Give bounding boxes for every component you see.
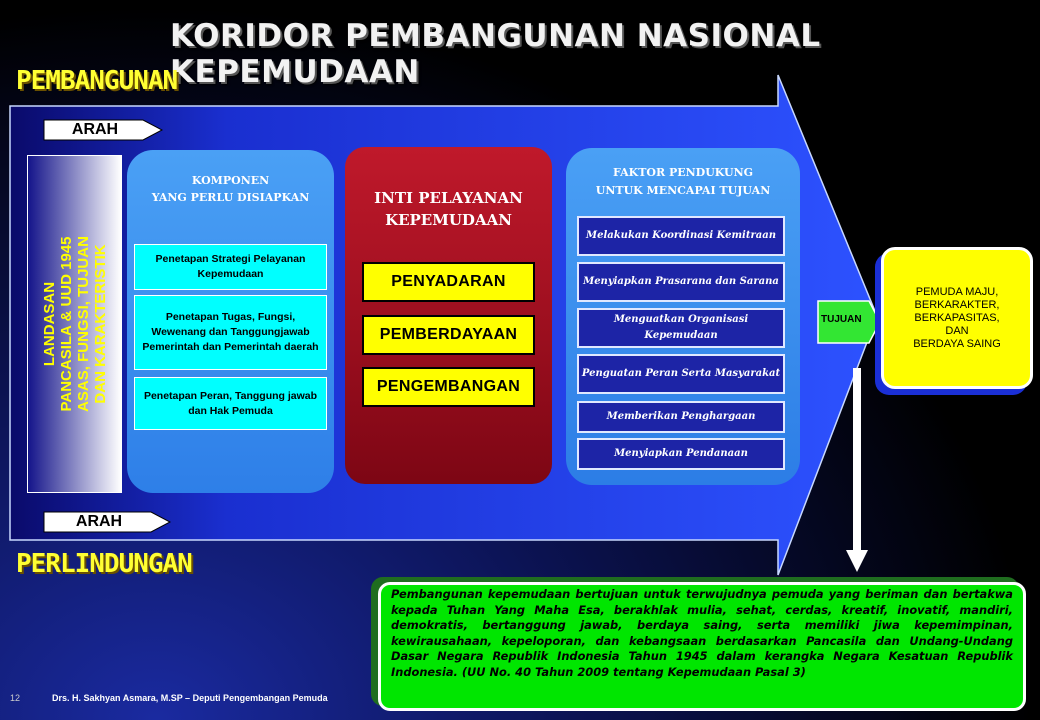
landasan-box bbox=[27, 155, 122, 493]
result-line: DAN bbox=[945, 324, 969, 337]
faktor-item: Melakukan Koordinasi Kemitraan bbox=[577, 216, 785, 256]
komponen-heading-1: KOMPONEN bbox=[191, 174, 270, 187]
page-number: 12 bbox=[10, 693, 21, 703]
faktor-heading-1: FAKTOR PENDUKUNG bbox=[612, 166, 754, 179]
arah-top-label: ARAH bbox=[71, 121, 119, 138]
faktor-item: Menyiapkan Prasarana dan Sarana bbox=[577, 262, 785, 302]
result-box bbox=[881, 247, 1033, 389]
result-line: BERDAYA SAING bbox=[913, 337, 1001, 350]
komponen-item: Penetapan Tugas, Fungsi, Wewenang dan Tanggungjawab Pemerintah dan Pemerintah daerah bbox=[134, 295, 327, 370]
faktor-item: Memberikan Penghargaan bbox=[577, 401, 785, 433]
inti-heading-2: KEPEMUDAAN bbox=[385, 211, 512, 229]
tujuan-arrow bbox=[817, 300, 881, 344]
result-line: BERKAPASITAS, bbox=[914, 311, 1000, 324]
arah-bottom-label: ARAH bbox=[75, 513, 123, 530]
komponen-item: Penetapan Peran, Tanggung jawab dan Hak Pemuda bbox=[134, 377, 327, 430]
komponen-panel bbox=[127, 150, 334, 493]
landasan-line: PANCASILA & UUD 1945 bbox=[57, 236, 75, 412]
komponen-item: Penetapan Strategi Pelayanan Kepemudaan bbox=[134, 244, 327, 290]
faktor-item: Penguatan Peran Serta Masyarakat bbox=[577, 354, 785, 394]
arah-bottom-arrow bbox=[43, 511, 171, 533]
inti-item: PEMBERDAYAAN bbox=[362, 315, 535, 355]
description-box: Pembangunan kepemudaan bertujuan untuk terwujudnya pemuda yang beriman dan bertakwa kepada Tuhan Yang Maha Esa, berakhlak mulia, sehat, cerdas, kreatif, inovatif, mandiri, demokratis, bertanggung jawab, berdaya saing, serta memiliki jiwa kepemimpinan, kewirausahaan, kepeloporan, dan kebangsaan berdasarkan Pancasila dan Undang-Undang Dasar Negara Republik Indonesia Tahun 1945 dalam kerangka Negara Kesatuan Republik Indonesia. (UU No. 40 Tahun 2009 tentang Kepemudaan Pasal 3) bbox=[378, 582, 1026, 711]
komponen-heading-2: YANG PERLU DISIAPKAN bbox=[151, 191, 310, 204]
inti-heading bbox=[345, 187, 552, 231]
landasan-line: ASAS, FUNGSI, TUJUAN bbox=[74, 236, 92, 412]
faktor-panel bbox=[566, 148, 800, 485]
perlindungan-label: PERLINDUNGAN bbox=[16, 549, 192, 579]
faktor-heading bbox=[566, 164, 800, 200]
inti-item: PENGEMBANGAN bbox=[362, 367, 535, 407]
down-arrow-shaft bbox=[853, 368, 861, 553]
inti-heading-1: INTI PELAYANAN bbox=[374, 189, 523, 207]
tujuan-label: TUJUAN bbox=[821, 314, 862, 325]
landasan-text bbox=[41, 236, 109, 412]
faktor-item: Menguatkan Organisasi Kepemudaan bbox=[577, 308, 785, 348]
result-line: PEMUDA MAJU, bbox=[915, 285, 999, 298]
arah-top-arrow bbox=[43, 119, 163, 141]
inti-item: PENYADARAN bbox=[362, 262, 535, 302]
page-title: KORIDOR PEMBANGUNAN NASIONAL KEPEMUDAAN bbox=[170, 18, 821, 90]
faktor-heading-2: UNTUK MENCAPAI TUJUAN bbox=[595, 184, 771, 197]
inti-panel bbox=[345, 147, 552, 484]
pembangunan-label: PEMBANGUNAN bbox=[16, 66, 178, 96]
komponen-heading bbox=[127, 172, 334, 206]
landasan-line: LANDASAN bbox=[40, 281, 58, 367]
footer-author: Drs. H. Sakhyan Asmara, M.SP – Deputi Pengembangan Pemuda bbox=[52, 693, 328, 703]
result-line: BERKARAKTER, bbox=[914, 298, 1000, 311]
landasan-line: DAN KARAKTERISTIK bbox=[91, 244, 109, 404]
down-arrow-head bbox=[846, 550, 868, 572]
faktor-item: Menyiapkan Pendanaan bbox=[577, 438, 785, 470]
